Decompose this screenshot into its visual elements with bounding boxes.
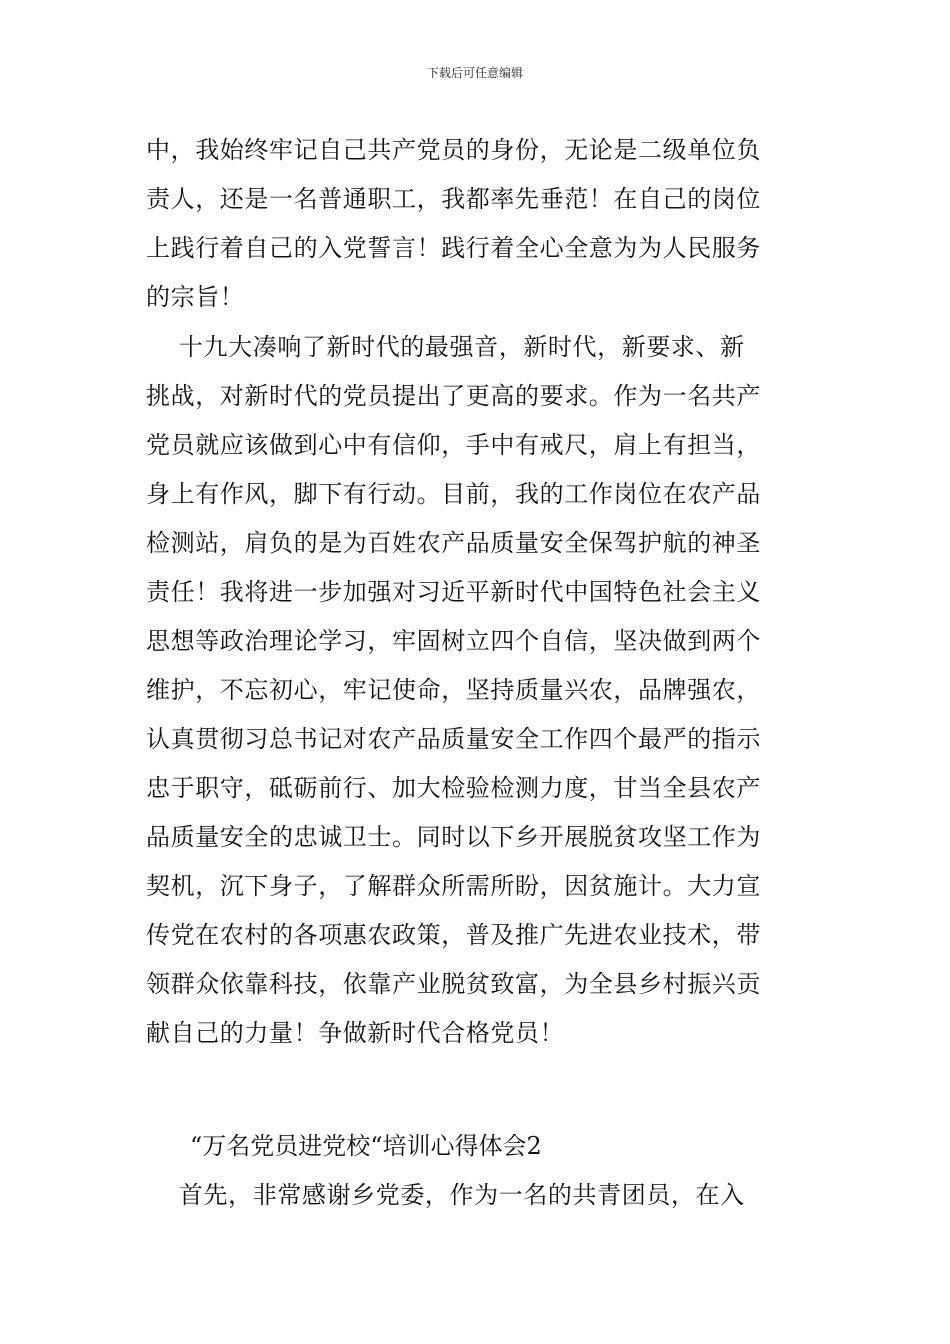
text-line: 检测站，肩负的是为百姓农产品质量安全保驾护航的神圣 xyxy=(146,529,761,557)
text-line: 党员就应该做到心中有信仰，手中有戒尺，肩上有担当， xyxy=(146,431,761,459)
text-line: 十九大凑响了新时代的最强音，新时代，新要求、新 xyxy=(146,333,745,361)
text-line: 献自己的力量！争做新时代合格党员！ xyxy=(146,1019,565,1047)
text-line: 忠于职守，砥砺前行、加大检验检测力度，甘当全县农产 xyxy=(146,774,761,802)
text-line: 维护，不忘初心，牢记使命，坚持质量兴农，品牌强农， xyxy=(146,676,761,704)
text-line: 中，我始终牢记自己共产党员的身份，无论是二级单位负 xyxy=(146,136,761,164)
text-line: 品质量安全的忠诚卫士。同时以下乡开展脱贫攻坚工作为 xyxy=(146,823,761,851)
text-line: 挑战，对新时代的党员提出了更高的要求。作为一名共产 xyxy=(146,382,761,410)
text-line: 契机，沉下身子，了解群众所需所盼，因贫施计。大力宣 xyxy=(146,872,761,900)
text-line: 责人，还是一名普通职工，我都率先垂范！在自己的岗位 xyxy=(146,185,761,213)
text-line: 思想等政治理论学习，牢固树立四个自信，坚决做到两个 xyxy=(146,627,761,655)
paragraph-2 xyxy=(146,323,811,1058)
text-line: 身上有作风，脚下有行动。目前，我的工作岗位在农产品 xyxy=(146,480,761,508)
page-header-note: 下载后可任意编辑 xyxy=(426,66,523,80)
paragraph-3 xyxy=(146,1171,811,1220)
text-line: 责任！我将进一步加强对习近平新时代中国特色社会主义 xyxy=(146,578,761,606)
text-line: 领群众依靠科技，依靠产业脱贫致富，为全县乡村振兴贡 xyxy=(146,970,761,998)
text-line: 的宗旨！ xyxy=(146,283,245,311)
paragraph-1 xyxy=(146,126,811,322)
text-line: 上践行着自己的入党誓言！践行着全心全意为为人民服务 xyxy=(146,234,761,262)
text-line: 首先，非常感谢乡党委，作为一名的共青团员，在入 xyxy=(146,1181,745,1209)
section-heading: “万名党员进党校“培训心得体会2 xyxy=(190,1132,542,1160)
text-line: 认真贯彻习总书记对农产品质量安全工作四个最严的指示 xyxy=(146,725,761,753)
text-line: 传党在农村的各项惠农政策，普及推广先进农业技术，带 xyxy=(146,921,761,949)
